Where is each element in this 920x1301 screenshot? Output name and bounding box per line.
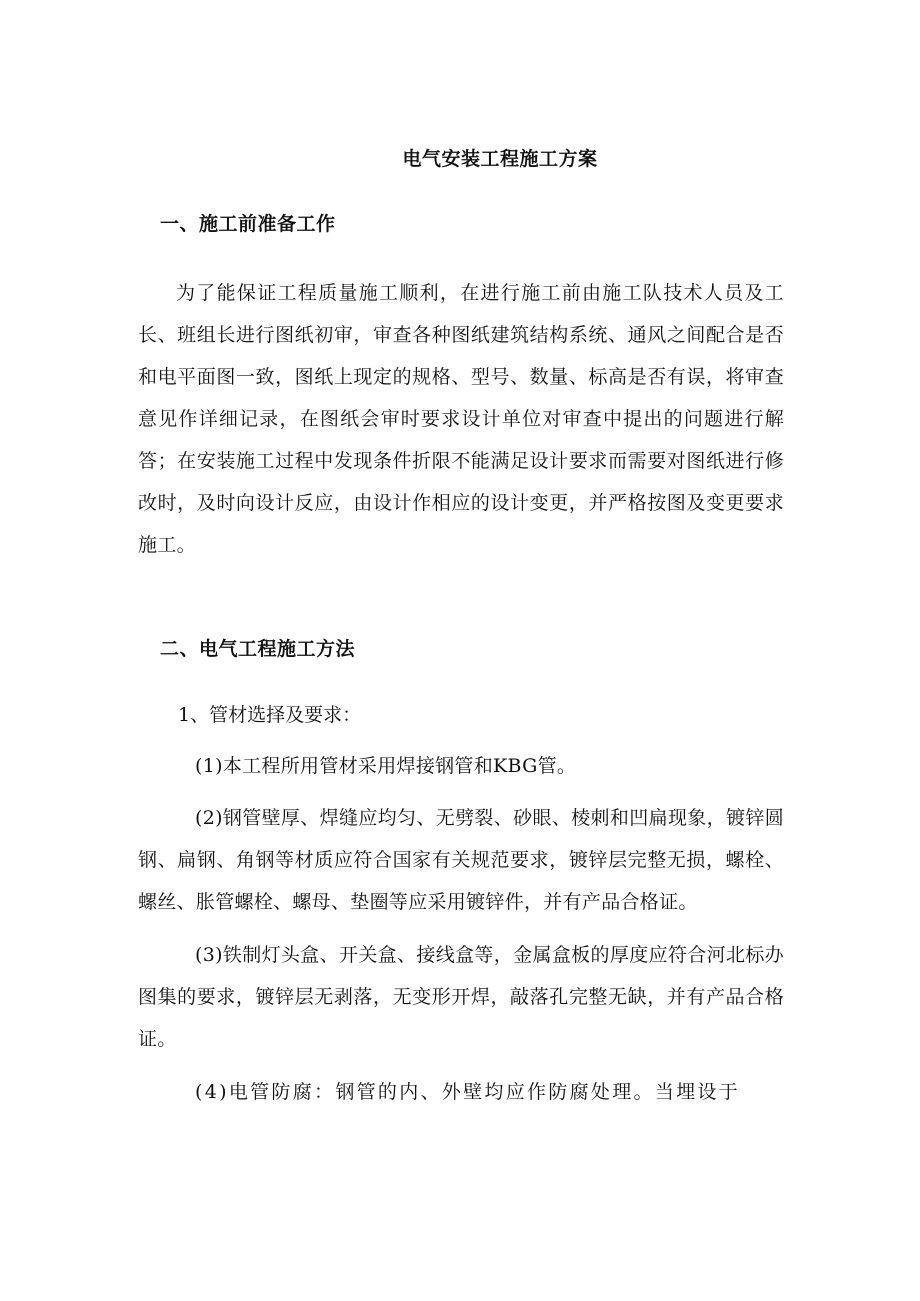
section-heading-methods: 二、电气工程施工方法 — [160, 638, 356, 660]
list-item-4: (4)电管防腐：钢管的内、外壁均应作防腐处理。当埋设于 — [195, 1081, 741, 1103]
sub-heading-pipe-materials: 1、管材选择及要求： — [178, 704, 362, 726]
document-title: 电气安装工程施工方案 — [402, 148, 598, 170]
list-item-2: (2)钢管壁厚、焊缝应均匀、无劈裂、砂眼、棱刺和凹扁现象，镀锌圆钢、扁钢、角钢等材质应符合国家有关规范要求，镀锌层完整无损，螺栓、螺丝、胀管螺栓、螺母、垫圈等应采用镀锌件，并有产品合格证。 — [138, 807, 784, 913]
section-heading-preparation: 一、施工前准备工作 — [160, 213, 336, 235]
list-item-1: (1)本工程所用管材采用焊接钢管和KBG管。 — [195, 755, 577, 777]
list-item-3: (3)铁制灯头盒、开关盒、接线盒等，金属盒板的厚度应符合河北标办图集的要求，镀锌层无剥落，无变形开焊，敲落孔完整无缺，并有产品合格证。 — [138, 944, 784, 1050]
section-paragraph-preparation: 为了能保证工程质量施工顺利，在进行施工前由施工队技术人员及工长、班组长进行图纸初审，审查各种图纸建筑结构系统、通风之间配合是否和电平面图一致，图纸上现定的规格、型号、数量、标高是否有误，将审查意见作详细记录，在图纸会审时要求设计单位对审查中提出的问题进行解答；在安装施工过程中发现条件折限不能满足设计要求而需要对图纸进行修改时，及时向设计反应，由设计作相应的设计变更，并严格按图及变更要求施工。 — [138, 282, 784, 556]
